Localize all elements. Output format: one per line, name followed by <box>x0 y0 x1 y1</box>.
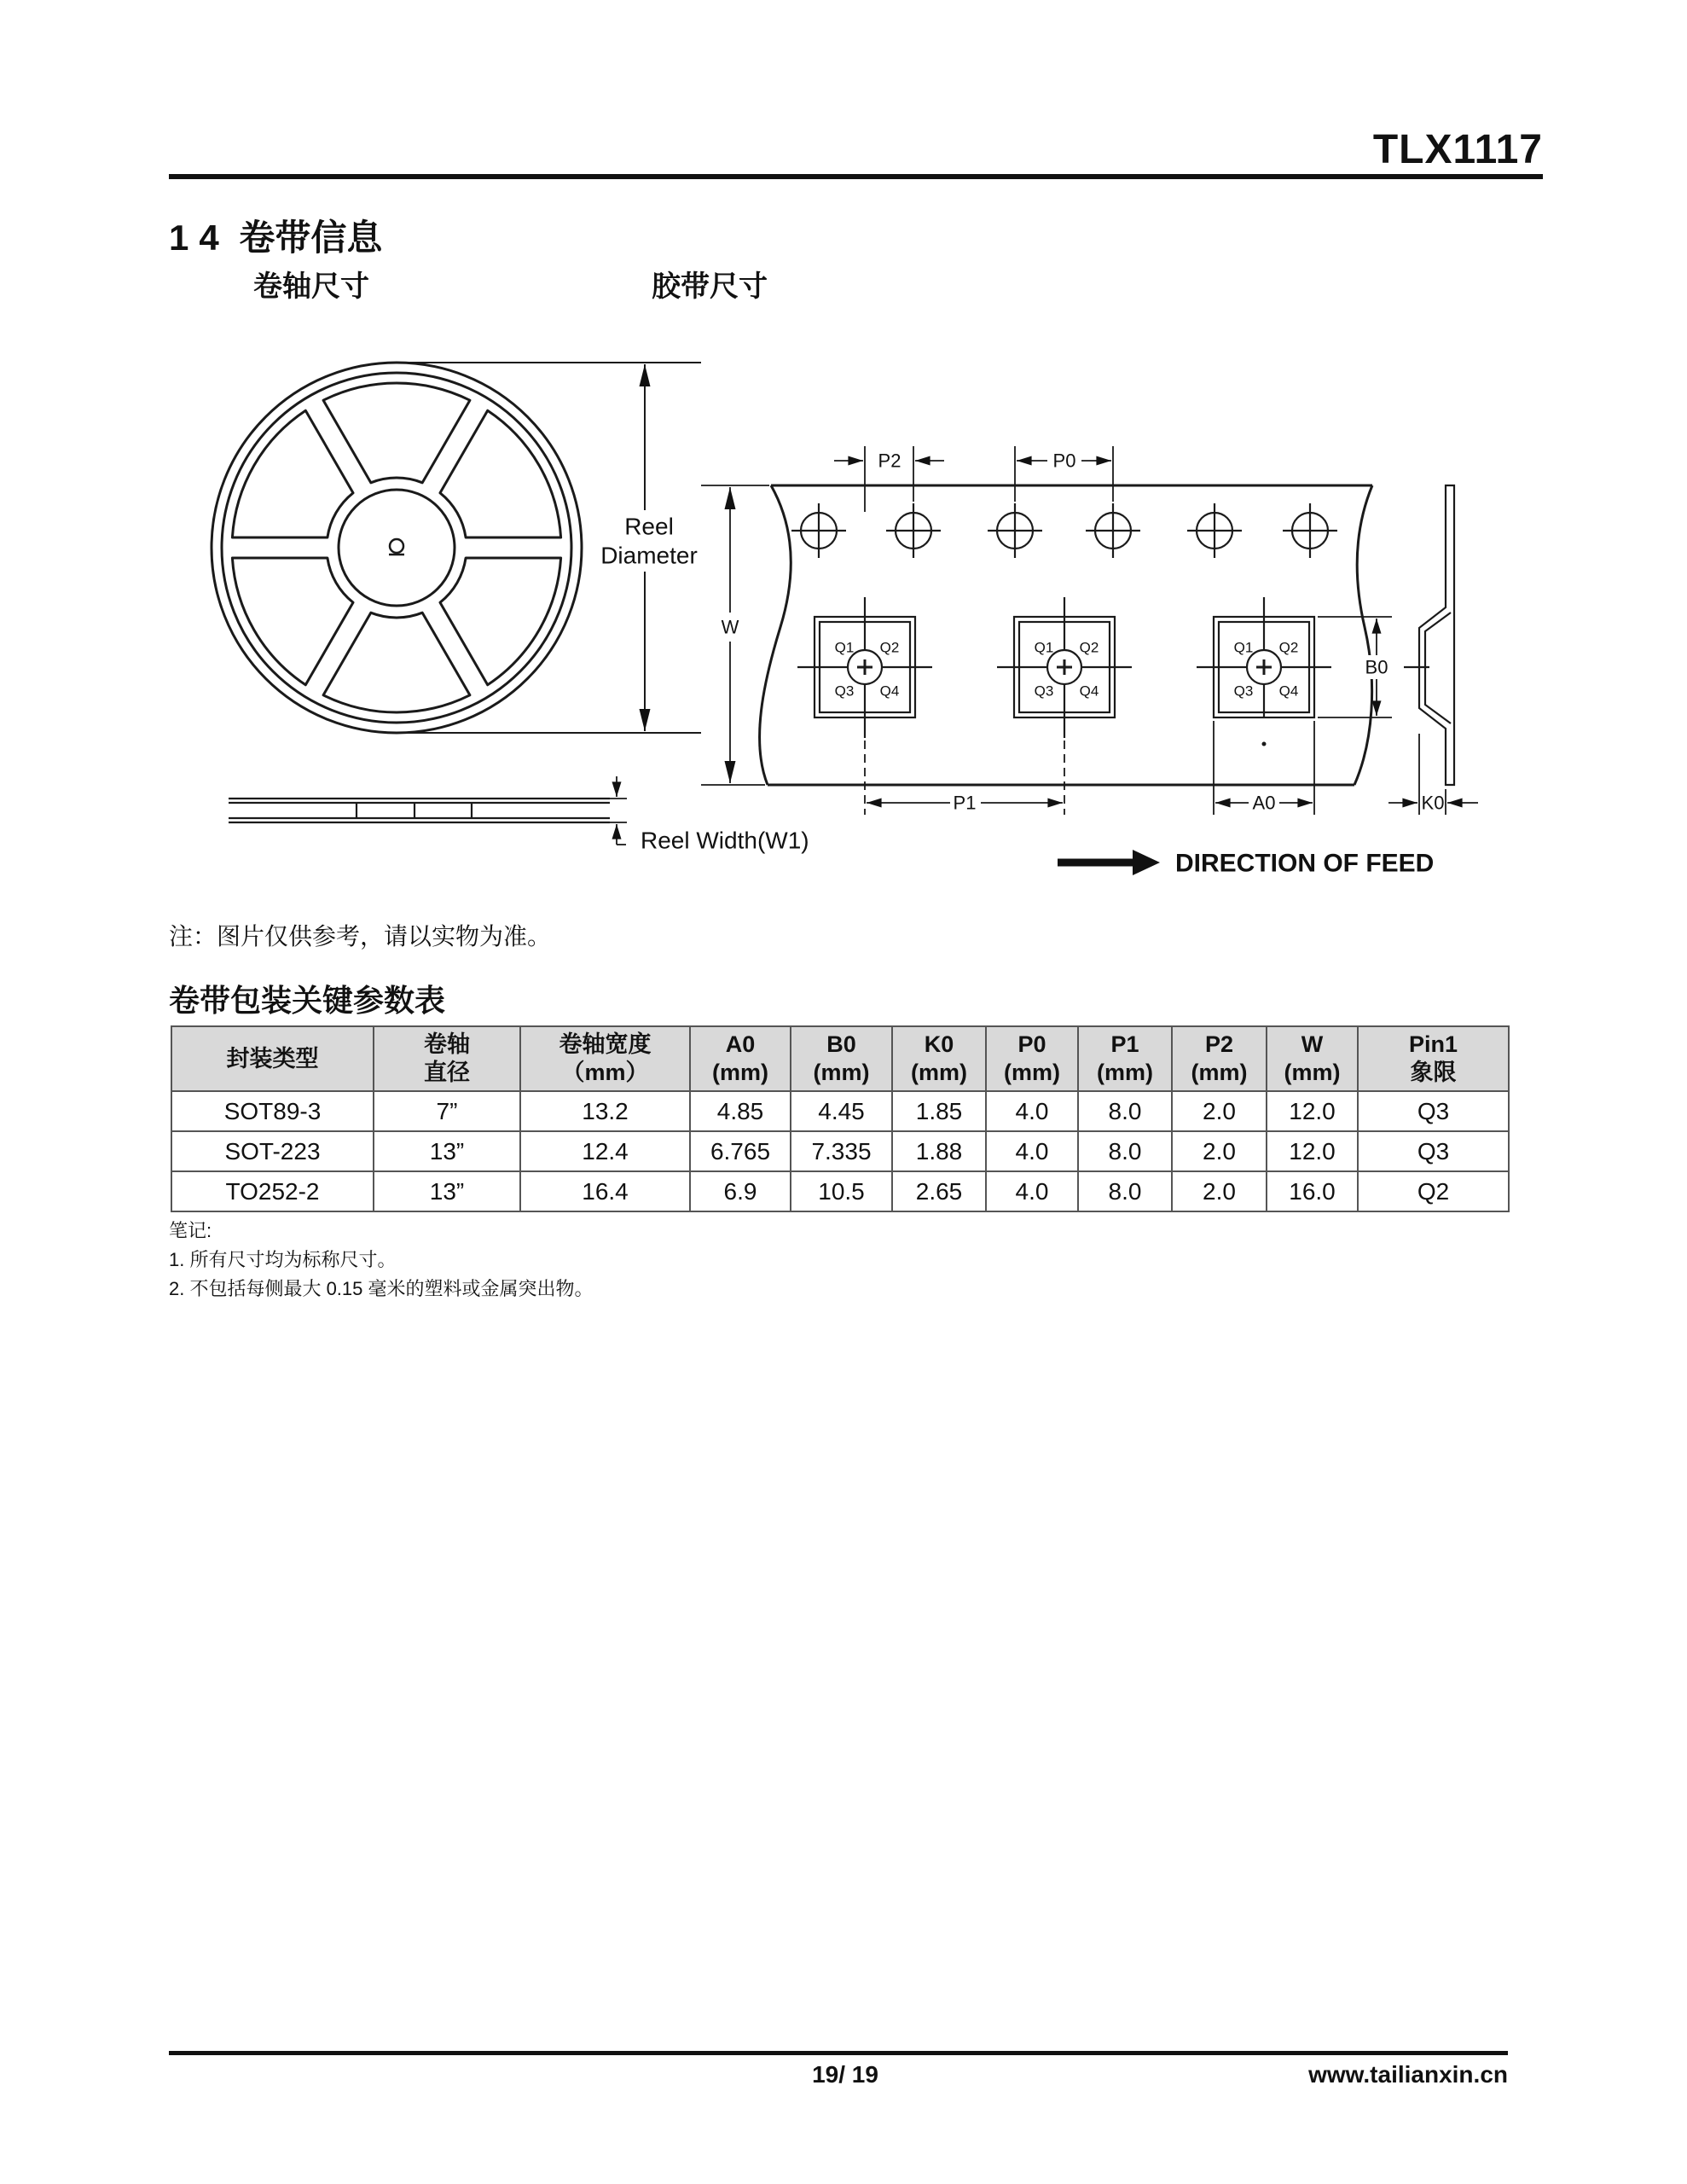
table-cell: 4.0 <box>986 1091 1078 1131</box>
reel-side-view <box>229 799 610 822</box>
header-line: A0 <box>725 1031 756 1057</box>
table-row <box>171 1091 1509 1131</box>
header-line: 卷轴 <box>424 1031 470 1057</box>
header-line: (mm) <box>1191 1060 1248 1085</box>
table-cell: 8.0 <box>1078 1171 1172 1211</box>
b0-label: B0 <box>1365 656 1388 678</box>
remark-item: 1. 所有尺寸均为标称尺寸。 <box>169 1249 397 1270</box>
reel-windows <box>232 383 560 712</box>
tape-reel-spec-table <box>171 1025 1510 1212</box>
table-cell: 4.0 <box>986 1131 1078 1171</box>
quadrant-label: Q3 <box>1034 682 1054 700</box>
header-line: Pin1 <box>1408 1031 1458 1057</box>
table-header-row <box>171 1026 1509 1091</box>
header-line: K0 <box>924 1031 954 1057</box>
quadrant-label: Q1 <box>1233 639 1254 656</box>
carrier-tape <box>760 485 1372 785</box>
sprocket-hole <box>1283 503 1337 558</box>
p2-label: P2 <box>878 450 901 472</box>
table-header-cell <box>374 1026 520 1091</box>
header-line: (mm) <box>712 1060 768 1085</box>
header-rule <box>169 174 1543 179</box>
header-line: 卷轴宽度 <box>559 1031 652 1057</box>
table-cell: 4.0 <box>986 1171 1078 1211</box>
table-header-cell <box>1358 1026 1509 1091</box>
table-row <box>171 1131 1509 1171</box>
table-header-cell <box>171 1026 374 1091</box>
page-number: 19/ 19 <box>812 2061 878 2088</box>
feed-direction-label: DIRECTION OF FEED <box>1175 849 1435 878</box>
quadrant-label: Q2 <box>879 639 900 656</box>
table-header-cell <box>690 1026 791 1091</box>
table-cell: 7” <box>374 1091 520 1131</box>
table-cell: 16.0 <box>1267 1171 1358 1211</box>
tape-pocket <box>1197 597 1331 746</box>
quadrant-label: Q2 <box>1278 639 1299 656</box>
quadrant-label: Q4 <box>879 682 900 700</box>
sprocket-holes <box>791 503 1337 558</box>
table-cell: 6.765 <box>690 1131 791 1171</box>
quadrant-label: Q1 <box>834 639 855 656</box>
section-number: 14 <box>169 218 229 258</box>
reel-dimensions-subtitle: 卷轴尺寸 <box>253 270 369 303</box>
section-title-text: 卷带信息 <box>239 218 383 258</box>
center-mark <box>1262 742 1267 746</box>
tape-pocket <box>997 597 1132 738</box>
quadrant-label: Q4 <box>1278 682 1299 700</box>
header-line: P0 <box>1017 1031 1046 1057</box>
p1-a0-dimensions <box>865 721 1314 815</box>
quadrant-label: Q2 <box>1079 639 1099 656</box>
table-cell: 16.4 <box>520 1171 690 1211</box>
reel-inner-rim <box>222 373 571 723</box>
reel-window <box>232 410 353 537</box>
table-cell: 4.85 <box>690 1091 791 1131</box>
table-header-cell <box>1078 1026 1172 1091</box>
table-cell: 13” <box>374 1171 520 1211</box>
table-cell: 12.0 <box>1267 1131 1358 1171</box>
table-cell: 13” <box>374 1131 520 1171</box>
reel-hub <box>339 490 455 606</box>
table-header-cell <box>892 1026 986 1091</box>
website: www.tailianxin.cn <box>1308 2061 1508 2088</box>
spindle-hole-icon <box>389 539 404 555</box>
header-line: (mm) <box>1004 1060 1060 1085</box>
header-line: 象限 <box>1410 1060 1457 1085</box>
table-cell: 4.45 <box>791 1091 892 1131</box>
quadrant-label: Q3 <box>1233 682 1254 700</box>
tape-side-profile <box>1404 485 1454 785</box>
remarks <box>169 1217 594 1304</box>
sprocket-hole <box>791 503 846 558</box>
reel-window <box>440 558 561 685</box>
table-cell: 1.88 <box>892 1131 986 1171</box>
quadrant-label: Q4 <box>1079 682 1099 700</box>
header-line: P1 <box>1110 1031 1139 1057</box>
table-cell: 8.0 <box>1078 1131 1172 1171</box>
reel-width-label: Reel Width(W1) <box>641 827 809 854</box>
image-note: 注：图片仅供参考，请以实物为准。 <box>169 923 552 950</box>
header-line: 封装类型 <box>226 1045 319 1072</box>
section-title <box>169 215 382 261</box>
table-cell: 2.65 <box>892 1171 986 1211</box>
reel-diameter-label-line2: Diameter <box>600 542 698 569</box>
header-line: (mm) <box>813 1060 870 1085</box>
table-cell: 12.0 <box>1267 1091 1358 1131</box>
remarks-title: 笔记: <box>169 1220 212 1241</box>
tape-left-edge <box>760 485 791 785</box>
table-cell: 12.4 <box>520 1131 690 1171</box>
table-title: 卷带包装关键参数表 <box>169 983 446 1018</box>
reel-diameter-label-line1: Reel <box>624 513 674 540</box>
table-cell: 2.0 <box>1172 1131 1267 1171</box>
header-line: B0 <box>826 1031 856 1057</box>
sprocket-hole <box>886 503 941 558</box>
reel-window <box>323 613 470 712</box>
p0-label: P0 <box>1052 450 1076 472</box>
tape-reel-diagram <box>0 324 1687 904</box>
sprocket-hole <box>1086 503 1140 558</box>
a0-label: A0 <box>1252 792 1276 814</box>
table-cell: 1.85 <box>892 1091 986 1131</box>
reel-front-view <box>212 363 582 733</box>
tape-dimensions-subtitle: 胶带尺寸 <box>652 270 768 303</box>
p1-label: P1 <box>953 792 977 814</box>
table-row <box>171 1171 1509 1211</box>
table-cell: Q3 <box>1358 1091 1509 1131</box>
table-cell: 7.335 <box>791 1131 892 1171</box>
tape-pocket <box>797 597 932 738</box>
reel-width-dimension <box>610 776 627 845</box>
table-cell: 6.9 <box>690 1171 791 1211</box>
table-cell: 8.0 <box>1078 1091 1172 1131</box>
quadrant-label: Q3 <box>834 682 855 700</box>
header-line: （mm） <box>561 1060 649 1085</box>
reel-window <box>323 383 470 483</box>
table-cell: 13.2 <box>520 1091 690 1131</box>
quadrant-label: Q1 <box>1034 639 1054 656</box>
header-line: 直径 <box>424 1060 470 1085</box>
tape-right-edge <box>1354 485 1372 785</box>
k0-label: K0 <box>1421 792 1445 814</box>
table-cell: TO252-2 <box>171 1171 374 1211</box>
table-header-cell <box>520 1026 690 1091</box>
sprocket-hole <box>1187 503 1242 558</box>
table-header-cell <box>791 1026 892 1091</box>
reel-outer-rim <box>212 363 582 733</box>
header-line: (mm) <box>911 1060 967 1085</box>
header-line: P2 <box>1204 1031 1234 1057</box>
table-header-cell <box>1267 1026 1358 1091</box>
w-label: W <box>721 616 739 638</box>
table-header-cell <box>986 1026 1078 1091</box>
table-cell: Q2 <box>1358 1171 1509 1211</box>
table-cell: 2.0 <box>1172 1091 1267 1131</box>
part-number: TLX1117 <box>1372 127 1543 172</box>
sprocket-hole <box>988 503 1042 558</box>
table-cell: SOT89-3 <box>171 1091 374 1131</box>
remark-item: 2. 不包括每侧最大 0.15 毫米的塑料或金属突出物。 <box>169 1278 594 1299</box>
table-cell: SOT-223 <box>171 1131 374 1171</box>
table-cell: 10.5 <box>791 1171 892 1211</box>
reel-window <box>232 558 353 685</box>
reel-window <box>440 410 561 537</box>
table-cell: Q3 <box>1358 1131 1509 1171</box>
header-line: W <box>1301 1031 1324 1057</box>
table-header-cell <box>1172 1026 1267 1091</box>
header-line: (mm) <box>1097 1060 1153 1085</box>
header-line: (mm) <box>1284 1060 1341 1085</box>
footer-rule <box>169 2051 1508 2055</box>
feed-direction-arrow-icon <box>1058 850 1160 875</box>
table-cell: 2.0 <box>1172 1171 1267 1211</box>
